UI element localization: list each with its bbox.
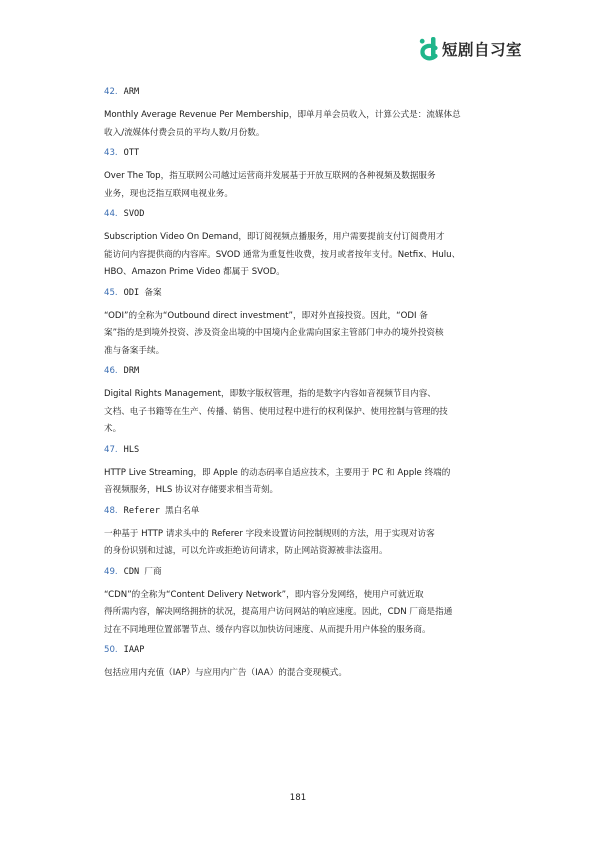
glossary-entry	[104, 365, 508, 439]
entry-heading	[104, 644, 508, 657]
description-line: “CDN”的全称为“Content Delivery Network”，即内容分发网络，使用户可就近取	[104, 589, 424, 600]
entry-description	[104, 107, 508, 142]
description-line: 能访问内容提供商的内容库。SVOD 通常为重复性收费，按月或者按年支付。Netfix、Hulu、	[104, 249, 461, 260]
entry-description	[104, 587, 508, 640]
description-line: 音视频服务，HLS 协议对存储要求相当苛刻。	[104, 485, 279, 495]
entry-number: 47.	[104, 444, 118, 455]
entry-description	[104, 665, 508, 683]
description-line: 案”指的是到境外投资、涉及资金出境的中国境内企业需向国家主管部门申办的境外投资核	[104, 328, 444, 338]
description-line: Digital Rights Management，即数字版权管理，指的是数字内容如音视频节目内容、	[104, 389, 436, 399]
entry-number: 48.	[104, 505, 118, 516]
glossary-entry	[104, 287, 508, 361]
entry-description	[104, 526, 508, 561]
description-line: 一种基于 HTTP 请求头中的 Referer 字段来设置访问控制规则的方法，用于实现对访客	[104, 528, 435, 539]
entry-term: CDN 厂商	[123, 566, 162, 577]
entry-term: DRM	[123, 366, 140, 376]
description-line: HTTP Live Streaming，即 Apple 的动态码率自适应技术，主要用于 PC 和 Apple 终端的	[104, 467, 451, 478]
entry-term: OTT	[123, 148, 140, 158]
glossary-entry	[104, 644, 508, 683]
glossary-entry	[104, 147, 508, 203]
entry-number: 45.	[104, 287, 118, 298]
entry-number: 44.	[104, 209, 118, 219]
entry-description	[104, 308, 508, 361]
entry-number: 46.	[104, 366, 118, 376]
brand-logo	[419, 36, 522, 62]
entry-heading	[104, 208, 508, 221]
entry-heading	[104, 365, 508, 378]
glossary-entry	[104, 505, 508, 561]
description-line: Monthly Average Revenue Per Membership，即单月单会员收入，计算公式是：流媒体总	[104, 110, 461, 120]
description-line: 文档、电子书籍等在生产、传播、销售、使用过程中进行的权利保护、使用控制与管理的技	[104, 406, 448, 417]
entry-heading	[104, 566, 508, 579]
entry-number: 49.	[104, 566, 118, 577]
entry-term: ARM	[123, 87, 140, 97]
entry-number: 42.	[104, 87, 118, 97]
description-line: 收入/流媒体付费会员的平均人数/月份数。	[104, 127, 265, 138]
logo-text: 短剧自习室	[442, 41, 523, 59]
description-line: Subscription Video On Demand，即订阅视频点播服务，用户需要提前支付订阅费用才	[104, 232, 445, 242]
entry-term: HLS	[123, 444, 140, 455]
description-line: 包括应用内充值（IAP）与应用内广告（IAA）的混合变现模式。	[104, 668, 347, 678]
entry-term: Referer 黑白名单	[123, 505, 200, 516]
entry-heading	[104, 287, 508, 300]
entry-heading	[104, 147, 508, 160]
entry-heading	[104, 505, 508, 518]
description-line: “ODI”的全称为“Outbound direct investment”，即对外直接投资。因此，“ODI 备	[104, 310, 428, 321]
entry-description	[104, 229, 508, 282]
description-line: 准与备案手续。	[104, 345, 165, 356]
description-line: 得所需内容，解决网络拥挤的状况，提高用户访问网站的响应速度。因此，CDN 厂商是指通	[104, 607, 453, 617]
glossary-list	[104, 86, 508, 688]
entry-description	[104, 168, 508, 203]
entry-term: ODI 备案	[123, 287, 162, 298]
logo-d-icon	[419, 36, 439, 62]
glossary-entry	[104, 444, 508, 500]
page-number: 181	[289, 793, 307, 803]
description-line: 业务，现也泛指互联网电视业务。	[104, 188, 233, 199]
entry-description	[104, 465, 508, 500]
glossary-entry	[104, 566, 508, 640]
description-line: 术。	[104, 424, 122, 434]
description-line: 过在不同地理位置部署节点、缓存内容以加快访问速度、从而提升用户体验的服务商。	[104, 624, 431, 635]
entry-heading	[104, 86, 508, 99]
description-line: Over The Top，指互联网公司越过运营商并发展基于开放互联网的各种视频及数据服务	[104, 171, 436, 181]
entry-heading	[104, 444, 508, 457]
entry-term: SVOD	[123, 209, 145, 219]
glossary-entry	[104, 208, 508, 282]
entry-number: 50.	[104, 645, 118, 655]
entry-description	[104, 386, 508, 439]
glossary-entry	[104, 86, 508, 142]
description-line: 的身份识别和过滤，可以允许或拒绝访问请求，防止网站资源被非法盗用。	[104, 546, 388, 556]
entry-number: 43.	[104, 148, 118, 158]
description-line: HBO、Amazon Prime Video 都属于 SVOD。	[104, 267, 285, 277]
entry-term: IAAP	[123, 645, 145, 655]
